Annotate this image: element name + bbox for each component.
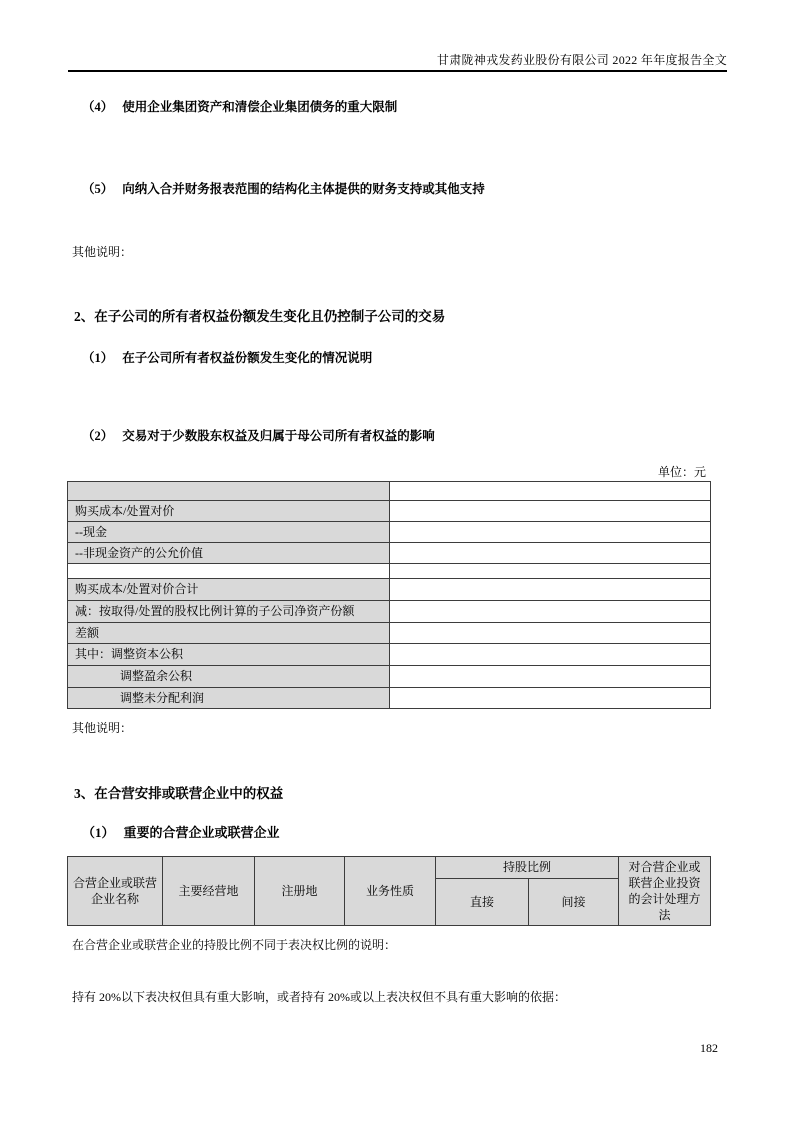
table-row (68, 623, 711, 644)
heading-item-5 (82, 179, 485, 197)
other-note-2: 其他说明： (72, 721, 133, 735)
section-2-item-1-text: 在子公司所有者权益份额发生变化的情况说明 (122, 351, 373, 365)
table-cell-value (390, 579, 711, 601)
table-cell-value (390, 522, 711, 543)
note-voting-diff: 在合营企业或联营企业的持股比例不同于表决权比例的说明： (72, 938, 397, 952)
other-note-1: 其他说明： (72, 245, 133, 259)
table-row (68, 601, 711, 623)
col-header-direct: 直接 (436, 878, 529, 925)
col-header-venture-name: 合营企业或联营企业名称 (68, 857, 163, 926)
col-header-business-nature: 业务性质 (345, 857, 436, 926)
table-row (68, 564, 711, 579)
equity-change-table (67, 481, 711, 709)
table-row (68, 543, 711, 564)
section-3-item-1-number: （1） (82, 825, 115, 840)
table-row (68, 501, 711, 522)
heading-item-4-text: 使用企业集团资产和清偿企业集团债务的重大限制 (122, 100, 398, 114)
table-cell-label: 其中：调整资本公积 (68, 644, 390, 666)
table-cell-label: --非现金资产的公允价值 (68, 543, 390, 564)
section-3-item-1 (82, 822, 280, 841)
table-cell-value (390, 688, 711, 709)
page-number: 182 (700, 1041, 718, 1055)
table-row (68, 688, 711, 709)
table-row (68, 579, 711, 601)
col-header-shareholding: 持股比例 (436, 857, 619, 879)
section-2-item-2 (82, 426, 435, 444)
table-cell-value (390, 482, 711, 501)
table-row (68, 644, 711, 666)
table-cell-value (390, 501, 711, 522)
table-cell-value (390, 564, 711, 579)
col-header-indirect: 间接 (529, 878, 619, 925)
table-row (68, 522, 711, 543)
section-2-title: 2、在子公司的所有者权益份额发生变化且仍控制子公司的交易 (74, 309, 446, 324)
heading-item-5-number: （5） (82, 182, 114, 196)
table-cell-value (390, 666, 711, 688)
table-row (68, 482, 711, 501)
note-20-percent: 持有 20%以下表决权但具有重大影响，或者持有 20%或以上表决权但不具有重大影响的依据： (72, 990, 566, 1004)
section-2-item-1-number: （1） (82, 351, 114, 365)
table-cell-value (390, 543, 711, 564)
table-cell-label: 购买成本/处置对价 (68, 501, 390, 522)
heading-item-4 (82, 97, 397, 115)
section-3-item-1-text: 重要的合营企业或联营企业 (123, 825, 280, 840)
table-cell-label: --现金 (68, 522, 390, 543)
col-header-main-place: 主要经营地 (163, 857, 255, 926)
section-2-item-2-text: 交易对于少数股东权益及归属于母公司所有者权益的影响 (122, 429, 435, 443)
section-3-title: 3、在合营安排或联营企业中的权益 (74, 786, 284, 801)
table-header-row (68, 857, 711, 879)
unit-label: 单位：元 (657, 465, 706, 479)
table-cell-value (390, 623, 711, 644)
table-cell-label (68, 564, 390, 579)
table-cell-label: 购买成本/处置对价合计 (68, 579, 390, 601)
table-cell-label: 差额 (68, 623, 390, 644)
table-cell-label: 调整盈余公积 (68, 666, 390, 688)
table-cell-label: 调整未分配利润 (68, 688, 390, 709)
section-2-item-2-number: （2） (82, 429, 114, 443)
report-header-title: 甘肃陇神戎发药业股份有限公司 2022 年年度报告全文 (436, 53, 727, 67)
joint-venture-table (67, 856, 711, 926)
table-cell-label (68, 482, 390, 501)
section-2-item-1 (82, 348, 372, 366)
col-header-accounting-method: 对合营企业或联营企业投资的会计处理方法 (619, 857, 711, 926)
table-row (68, 666, 711, 688)
table-cell-value (390, 644, 711, 666)
header-divider-rule (68, 70, 727, 72)
col-header-registered-place: 注册地 (255, 857, 345, 926)
heading-item-5-text: 向纳入合并财务报表范围的结构化主体提供的财务支持或其他支持 (122, 182, 485, 196)
table-cell-label: 减：按取得/处置的股权比例计算的子公司净资产份额 (68, 601, 390, 623)
heading-item-4-number: （4） (82, 100, 114, 114)
table-cell-value (390, 601, 711, 623)
